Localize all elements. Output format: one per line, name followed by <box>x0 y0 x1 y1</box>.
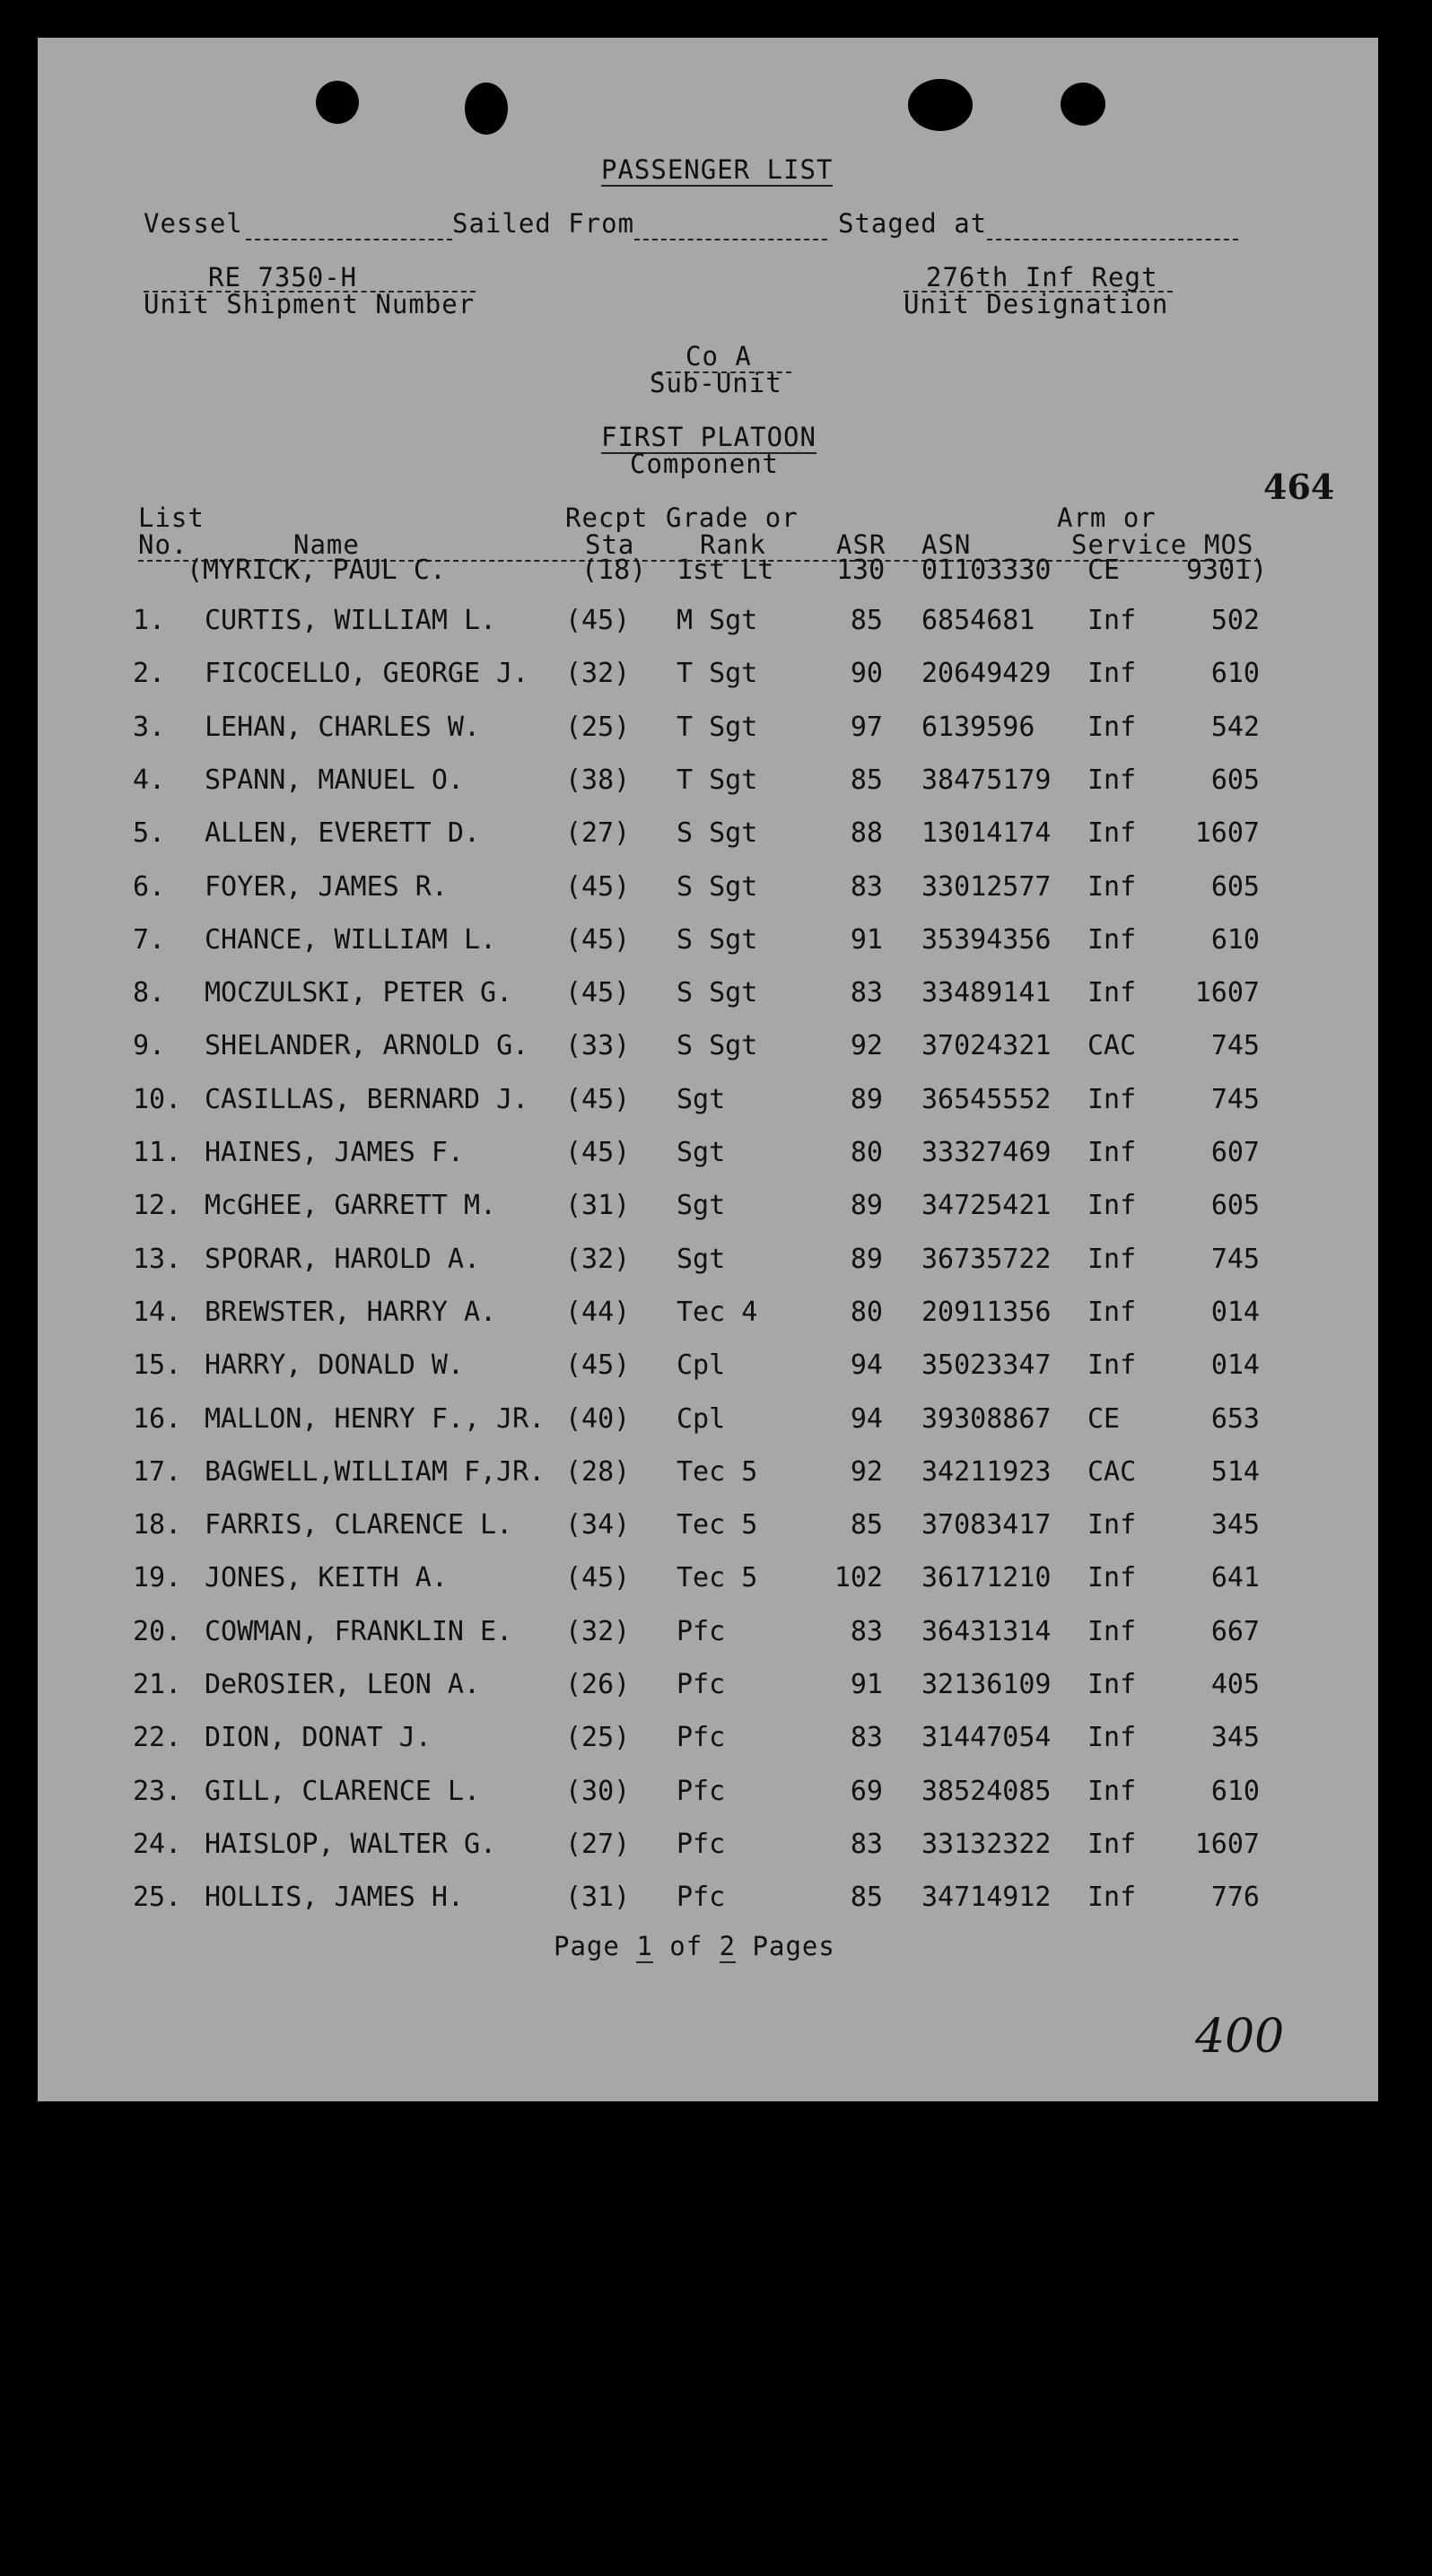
document-title: PASSENGER LIST <box>601 154 834 185</box>
footer-prefix: Page <box>554 1931 637 1961</box>
row-grade: Tec 5 <box>677 1456 758 1488</box>
row-asr: 97 <box>850 712 883 743</box>
footer-total: 2 <box>719 1931 737 1961</box>
row-asr: 83 <box>850 1616 883 1647</box>
row-mos: 605 <box>1210 1190 1260 1221</box>
row-number: 16. <box>133 1403 182 1435</box>
row-asr: 83 <box>850 1722 883 1753</box>
row-arm: Inf <box>1087 1882 1137 1913</box>
table-row <box>38 1562 1378 1598</box>
staged-at-blank <box>987 239 1238 240</box>
row-asr: 89 <box>850 1244 883 1275</box>
header-sta: Sta <box>585 529 635 560</box>
row-name: COWMAN, FRANKLIN E. <box>205 1616 513 1647</box>
row-asn: 36171210 <box>921 1562 1052 1594</box>
row-arm: Inf <box>1087 1190 1137 1221</box>
table-row <box>38 1190 1378 1226</box>
table-row <box>38 1509 1378 1545</box>
unit-shipment-label: Unit Shipment Number <box>144 289 476 319</box>
officer-mos: 9301) <box>1186 554 1268 586</box>
row-asn: 35394356 <box>921 924 1052 956</box>
row-grade: Sgt <box>677 1137 726 1168</box>
row-name: CURTIS, WILLIAM L. <box>205 605 497 636</box>
table-row <box>38 1030 1378 1066</box>
row-name: MOCZULSKI, PETER G. <box>205 977 513 1009</box>
row-recpt-sta: (27) <box>565 817 631 849</box>
row-recpt-sta: (45) <box>565 1349 631 1381</box>
header-grade: Grade or <box>666 502 799 533</box>
row-arm: CE <box>1087 1403 1121 1435</box>
row-grade: S Sgt <box>677 871 758 903</box>
row-recpt-sta: (26) <box>565 1669 631 1700</box>
row-mos: 653 <box>1210 1403 1260 1435</box>
sailed-from-label: Sailed From <box>452 208 635 239</box>
row-number: 15. <box>133 1349 182 1381</box>
row-grade: M Sgt <box>677 605 758 636</box>
row-asr: 102 <box>834 1562 883 1594</box>
row-mos: 014 <box>1210 1349 1260 1381</box>
row-asr: 92 <box>850 1456 883 1488</box>
row-recpt-sta: (32) <box>565 1244 631 1275</box>
row-number: 9. <box>133 1030 166 1061</box>
row-arm: Inf <box>1087 764 1137 796</box>
header-arm: Arm or <box>1057 502 1157 533</box>
row-mos: 345 <box>1210 1722 1260 1753</box>
row-arm: Inf <box>1087 605 1137 636</box>
row-recpt-sta: (30) <box>565 1776 631 1807</box>
officer-asr: 130 <box>836 554 886 586</box>
row-name: ALLEN, EVERETT D. <box>205 817 481 849</box>
row-grade: Tec 4 <box>677 1297 758 1328</box>
header-no: No. <box>138 529 188 560</box>
row-asn: 39308867 <box>921 1403 1052 1435</box>
row-name: FARRIS, CLARENCE L. <box>205 1509 513 1541</box>
document-page <box>38 38 1378 2101</box>
row-grade: Pfc <box>677 1616 726 1647</box>
row-grade: T Sgt <box>677 712 758 743</box>
row-grade: S Sgt <box>677 977 758 1009</box>
vessel-blank <box>246 239 452 240</box>
row-mos: 405 <box>1210 1669 1260 1700</box>
row-asn: 6854681 <box>921 605 1035 636</box>
row-asn: 31447054 <box>921 1722 1052 1753</box>
row-asr: 89 <box>850 1190 883 1221</box>
row-mos: 610 <box>1210 658 1260 689</box>
row-recpt-sta: (45) <box>565 924 631 956</box>
table-row <box>38 871 1378 907</box>
row-arm: Inf <box>1087 712 1137 743</box>
row-number: 10. <box>133 1084 182 1115</box>
row-mos: 745 <box>1210 1030 1260 1061</box>
row-arm: Inf <box>1087 1829 1137 1860</box>
table-row <box>38 764 1378 800</box>
punch-hole <box>316 81 359 124</box>
row-number: 19. <box>133 1562 182 1594</box>
row-arm: Inf <box>1087 1616 1137 1647</box>
punch-hole <box>1061 83 1105 126</box>
row-name: SPANN, MANUEL O. <box>205 764 464 796</box>
row-grade: Pfc <box>677 1829 726 1860</box>
row-number: 14. <box>133 1297 182 1328</box>
row-grade: S Sgt <box>677 1030 758 1061</box>
row-asr: 85 <box>850 764 883 796</box>
officer-rank: 1st Lt <box>677 554 774 586</box>
officer-name: (MYRICK, PAUL C. <box>187 554 446 586</box>
row-recpt-sta: (38) <box>565 764 631 796</box>
header-name: Name <box>293 529 360 560</box>
row-asr: 85 <box>850 1509 883 1541</box>
row-asn: 33012577 <box>921 871 1052 903</box>
row-asn: 20911356 <box>921 1297 1052 1328</box>
sub-unit-value: Co A <box>685 341 752 371</box>
row-name: HOLLIS, JAMES H. <box>205 1882 464 1913</box>
row-number: 13. <box>133 1244 182 1275</box>
row-arm: Inf <box>1087 817 1137 849</box>
table-row <box>38 1882 1378 1917</box>
row-arm: Inf <box>1087 924 1137 956</box>
row-arm: CAC <box>1087 1030 1137 1061</box>
row-asn: 34714912 <box>921 1882 1052 1913</box>
row-mos: 667 <box>1210 1616 1260 1647</box>
row-recpt-sta: (45) <box>565 605 631 636</box>
row-name: McGHEE, GARRETT M. <box>205 1190 497 1221</box>
row-name: LEHAN, CHARLES W. <box>205 712 481 743</box>
table-row <box>38 658 1378 694</box>
row-number: 4. <box>133 764 166 796</box>
row-number: 1. <box>133 605 166 636</box>
row-grade: Tec 5 <box>677 1509 758 1541</box>
row-grade: Sgt <box>677 1084 726 1115</box>
table-row <box>38 1456 1378 1492</box>
row-mos: 745 <box>1210 1084 1260 1115</box>
table-row <box>38 1349 1378 1385</box>
row-grade: Cpl <box>677 1349 726 1381</box>
row-name: HARRY, DONALD W. <box>205 1349 464 1381</box>
row-recpt-sta: (45) <box>565 871 631 903</box>
row-recpt-sta: (25) <box>565 1722 631 1753</box>
row-name: GILL, CLARENCE L. <box>205 1776 481 1807</box>
row-asn: 37024321 <box>921 1030 1052 1061</box>
table-row <box>38 712 1378 747</box>
row-asn: 38475179 <box>921 764 1052 796</box>
row-mos: 502 <box>1210 605 1260 636</box>
table-row <box>38 1722 1378 1758</box>
row-number: 23. <box>133 1776 182 1807</box>
row-asr: 89 <box>850 1084 883 1115</box>
row-asr: 94 <box>850 1349 883 1381</box>
table-row <box>38 1244 1378 1279</box>
row-recpt-sta: (40) <box>565 1403 631 1435</box>
row-mos: 641 <box>1210 1562 1260 1594</box>
row-asr: 83 <box>850 871 883 903</box>
sub-unit-label: Sub-Unit <box>650 368 782 398</box>
header-list: List <box>138 502 205 533</box>
row-asr: 85 <box>850 605 883 636</box>
row-number: 7. <box>133 924 166 956</box>
row-grade: Tec 5 <box>677 1562 758 1594</box>
table-row <box>38 977 1378 1013</box>
row-mos: 542 <box>1210 712 1260 743</box>
table-row <box>38 1137 1378 1173</box>
component-label: Component <box>630 449 780 479</box>
row-number: 3. <box>133 712 166 743</box>
row-asn: 34211923 <box>921 1456 1052 1488</box>
row-asr: 94 <box>850 1403 883 1435</box>
row-mos: 610 <box>1210 924 1260 956</box>
row-asr: 80 <box>850 1297 883 1328</box>
row-asn: 36735722 <box>921 1244 1052 1275</box>
row-mos: 610 <box>1210 1776 1260 1807</box>
row-grade: Pfc <box>677 1669 726 1700</box>
row-name: SPORAR, HAROLD A. <box>205 1244 481 1275</box>
punch-hole <box>908 79 973 131</box>
row-asr: 83 <box>850 1829 883 1860</box>
row-number: 11. <box>133 1137 182 1168</box>
row-asn: 32136109 <box>921 1669 1052 1700</box>
row-recpt-sta: (31) <box>565 1190 631 1221</box>
row-arm: Inf <box>1087 1776 1137 1807</box>
row-name: DeROSIER, LEON A. <box>205 1669 481 1700</box>
row-asr: 91 <box>850 924 883 956</box>
stamp-number: 464 <box>1263 467 1335 507</box>
row-mos: 014 <box>1210 1297 1260 1328</box>
row-recpt-sta: (45) <box>565 1562 631 1594</box>
table-row <box>38 924 1378 960</box>
header-service: Service <box>1071 529 1188 560</box>
row-asn: 33327469 <box>921 1137 1052 1168</box>
row-asn: 36545552 <box>921 1084 1052 1115</box>
row-arm: Inf <box>1087 1244 1137 1275</box>
row-arm: CAC <box>1087 1456 1137 1488</box>
row-asn: 37083417 <box>921 1509 1052 1541</box>
row-recpt-sta: (25) <box>565 712 631 743</box>
row-arm: Inf <box>1087 1722 1137 1753</box>
unit-shipment-number: RE 7350-H <box>208 262 358 293</box>
row-asr: 88 <box>850 817 883 849</box>
row-number: 5. <box>133 817 166 849</box>
row-arm: Inf <box>1087 1349 1137 1381</box>
row-asr: 83 <box>850 977 883 1009</box>
row-asr: 90 <box>850 658 883 689</box>
table-row <box>38 605 1378 641</box>
row-arm: Inf <box>1087 1509 1137 1541</box>
row-asr: 80 <box>850 1137 883 1168</box>
row-grade: Cpl <box>677 1403 726 1435</box>
row-asn: 36431314 <box>921 1616 1052 1647</box>
footer-mid: of <box>652 1931 720 1961</box>
officer-arm: CE <box>1087 554 1121 586</box>
row-number: 22. <box>133 1722 182 1753</box>
row-recpt-sta: (33) <box>565 1030 631 1061</box>
row-asn: 34725421 <box>921 1190 1052 1221</box>
table-row <box>38 1403 1378 1439</box>
row-name: MALLON, HENRY F., JR. <box>205 1403 546 1435</box>
page-footer <box>554 1931 835 1961</box>
row-arm: Inf <box>1087 1137 1137 1168</box>
row-name: FOYER, JAMES R. <box>205 871 448 903</box>
row-grade: Pfc <box>677 1776 726 1807</box>
row-name: BREWSTER, HARRY A. <box>205 1297 497 1328</box>
header-asn: ASN <box>921 529 972 560</box>
row-mos: 1607 <box>1194 1829 1260 1860</box>
row-number: 20. <box>133 1616 182 1647</box>
row-arm: Inf <box>1087 977 1137 1009</box>
header-rank: Rank <box>700 529 766 560</box>
row-name: FICOCELLO, GEORGE J. <box>205 658 529 689</box>
row-recpt-sta: (32) <box>565 658 631 689</box>
row-number: 12. <box>133 1190 182 1221</box>
row-recpt-sta: (34) <box>565 1509 631 1541</box>
row-asn: 13014174 <box>921 817 1052 849</box>
header-mos: MOS <box>1204 529 1254 560</box>
row-number: 21. <box>133 1669 182 1700</box>
component-value: FIRST PLATOON <box>601 422 816 452</box>
footer-page: 1 <box>636 1931 653 1961</box>
row-recpt-sta: (31) <box>565 1882 631 1913</box>
row-name: CASILLAS, BERNARD J. <box>205 1084 529 1115</box>
row-number: 18. <box>133 1509 182 1541</box>
row-grade: S Sgt <box>677 924 758 956</box>
row-asr: 85 <box>850 1882 883 1913</box>
footer-suffix: Pages <box>736 1931 835 1961</box>
row-name: HAISLOP, WALTER G. <box>205 1829 497 1860</box>
row-mos: 776 <box>1210 1882 1260 1913</box>
row-recpt-sta: (27) <box>565 1829 631 1860</box>
row-arm: Inf <box>1087 1084 1137 1115</box>
table-row <box>38 817 1378 853</box>
row-number: 2. <box>133 658 166 689</box>
row-asn: 38524085 <box>921 1776 1052 1807</box>
row-mos: 605 <box>1210 871 1260 903</box>
row-recpt-sta: (28) <box>565 1456 631 1488</box>
table-row <box>38 1297 1378 1332</box>
row-mos: 1607 <box>1194 977 1260 1009</box>
row-grade: S Sgt <box>677 817 758 849</box>
row-name: BAGWELL,WILLIAM F,JR. <box>205 1456 546 1488</box>
table-row <box>38 1776 1378 1812</box>
row-grade: Pfc <box>677 1722 726 1753</box>
row-mos: 605 <box>1210 764 1260 796</box>
row-number: 6. <box>133 871 166 903</box>
row-grade: Pfc <box>677 1882 726 1913</box>
row-name: HAINES, JAMES F. <box>205 1137 464 1168</box>
officer-row <box>38 554 1378 587</box>
row-arm: Inf <box>1087 1562 1137 1594</box>
table-row <box>38 1829 1378 1864</box>
row-grade: T Sgt <box>677 764 758 796</box>
row-name: CHANCE, WILLIAM L. <box>205 924 497 956</box>
handwritten-number: 400 <box>1195 2010 1285 2064</box>
row-arm: Inf <box>1087 1669 1137 1700</box>
header-asr: ASR <box>836 529 886 560</box>
row-name: JONES, KEITH A. <box>205 1562 448 1594</box>
row-grade: Sgt <box>677 1190 726 1221</box>
row-asn: 35023347 <box>921 1349 1052 1381</box>
row-mos: 745 <box>1210 1244 1260 1275</box>
row-recpt-sta: (44) <box>565 1297 631 1328</box>
staged-at-label: Staged at <box>838 208 988 239</box>
sailed-from-blank <box>634 239 827 240</box>
row-arm: Inf <box>1087 1297 1137 1328</box>
row-number: 25. <box>133 1882 182 1913</box>
row-mos: 1607 <box>1194 817 1260 849</box>
row-recpt-sta: (45) <box>565 1084 631 1115</box>
row-asn: 6139596 <box>921 712 1035 743</box>
header-recpt: Recpt <box>565 502 649 533</box>
row-asr: 92 <box>850 1030 883 1061</box>
row-recpt-sta: (32) <box>565 1616 631 1647</box>
row-asr: 91 <box>850 1669 883 1700</box>
row-mos: 345 <box>1210 1509 1260 1541</box>
table-row <box>38 1084 1378 1120</box>
row-mos: 607 <box>1210 1137 1260 1168</box>
row-grade: T Sgt <box>677 658 758 689</box>
row-recpt-sta: (45) <box>565 1137 631 1168</box>
row-asr: 69 <box>850 1776 883 1807</box>
unit-designation-label: Unit Designation <box>904 289 1169 319</box>
unit-designation: 276th Inf Regt <box>926 262 1158 293</box>
row-arm: Inf <box>1087 871 1137 903</box>
table-row <box>38 1616 1378 1652</box>
row-grade: Sgt <box>677 1244 726 1275</box>
row-asn: 33132322 <box>921 1829 1052 1860</box>
vessel-label: Vessel <box>144 208 243 239</box>
table-row <box>38 1669 1378 1705</box>
punch-hole <box>465 83 508 135</box>
row-asn: 33489141 <box>921 977 1052 1009</box>
row-name: SHELANDER, ARNOLD G. <box>205 1030 529 1061</box>
row-recpt-sta: (45) <box>565 977 631 1009</box>
row-arm: Inf <box>1087 658 1137 689</box>
row-number: 8. <box>133 977 166 1009</box>
officer-asn: 01103330 <box>921 554 1052 586</box>
row-name: DION, DONAT J. <box>205 1722 432 1753</box>
row-number: 17. <box>133 1456 182 1488</box>
row-asn: 20649429 <box>921 658 1052 689</box>
row-mos: 514 <box>1210 1456 1260 1488</box>
row-number: 24. <box>133 1829 182 1860</box>
officer-sta: (18) <box>581 554 647 586</box>
